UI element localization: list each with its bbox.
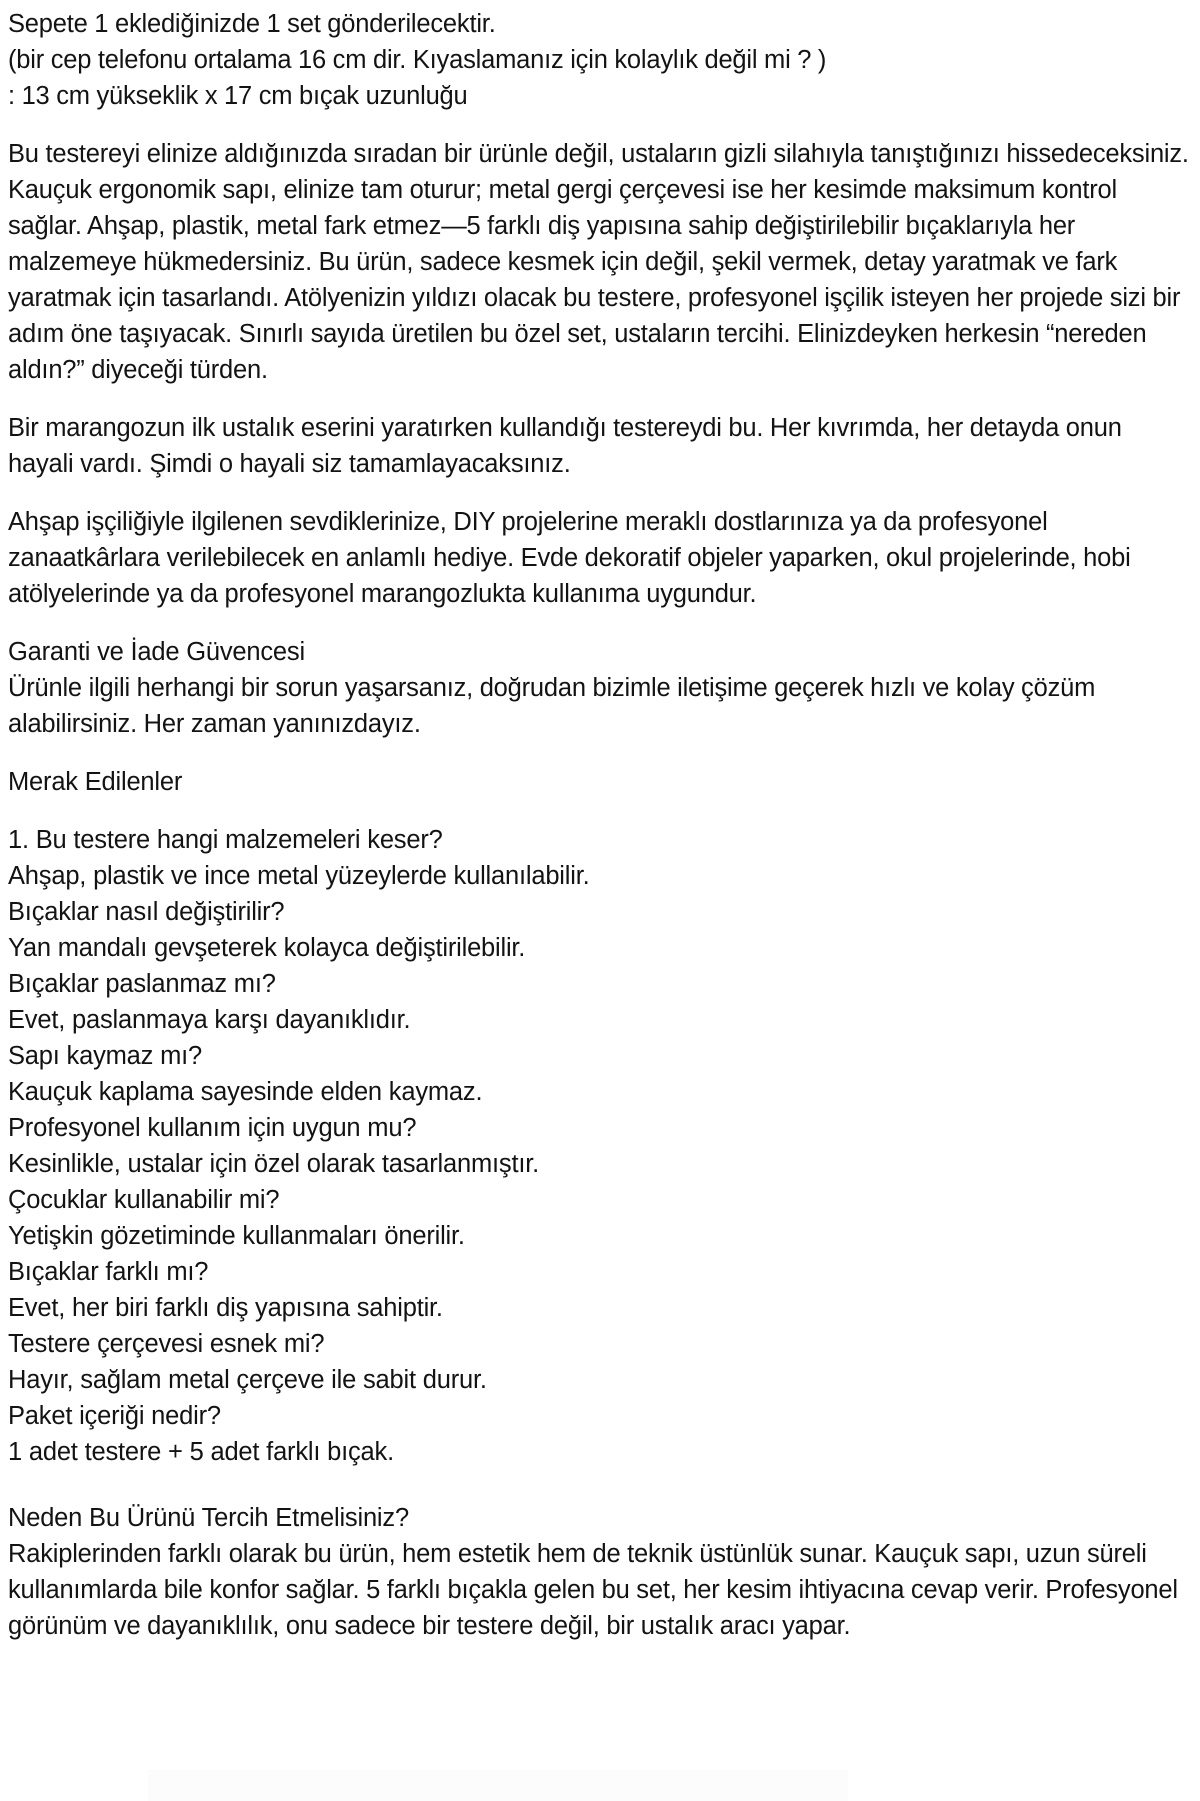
faq-question: 1. Bu testere hangi malzemeleri keser? (8, 826, 443, 854)
faq-answer: Kauçuk kaplama sayesinde elden kaymaz. (8, 1078, 483, 1106)
faq-item (8, 1326, 1190, 1398)
faq-answer: Evet, her biri farklı diş yapısına sahiptir. (8, 1294, 443, 1322)
why-choose-heading: Neden Bu Ürünü Tercih Etmelisiniz? (8, 1504, 409, 1532)
spacer-after-faq-heading (8, 800, 1190, 822)
faq-answer: 1 adet testere + 5 adet farklı bıçak. (8, 1438, 394, 1466)
description-paragraph-2: Bir marangozun ilk ustalık eserini yaratırken kullandığı testereydi bu. Her kıvrımda, her detayda onun hayali vardı. Şimdi o hayali siz tamamlayacaksınız. (8, 414, 1122, 478)
faq-question: Çocuklar kullanabilir mi? (8, 1186, 280, 1214)
spacer-after-faq (8, 1470, 1190, 1500)
intro-line-1: Sepete 1 eklediğinizde 1 set gönderilecektir. (8, 10, 496, 38)
faq-heading: Merak Edilenler (8, 768, 183, 796)
faq-item (8, 1038, 1190, 1110)
warranty-section (8, 634, 1190, 742)
faq-question: Paket içeriği nedir? (8, 1402, 221, 1430)
faq-answer: Yan mandalı gevşeterek kolayca değiştirilebilir. (8, 934, 526, 962)
why-choose-body: Rakiplerinden farklı olarak bu ürün, hem estetik hem de teknik üstünlük sunar. Kauçuk sapı, uzun süreli kullanımlarda bile konfor sağlar. 5 farklı bıçakla gelen bu set, her kesim ihtiyacına cevap verir. Profesyonel görünüm ve dayanıklılık, onu sadece bir testere değil, bir ustalık aracı yapar. (8, 1540, 1178, 1640)
bottom-panel (148, 1770, 848, 1801)
spacer-after-paragraph-2 (8, 482, 1190, 504)
faq-answer: Ahşap, plastik ve ince metal yüzeylerde kullanılabilir. (8, 862, 590, 890)
faq-question: Bıçaklar nasıl değiştirilir? (8, 898, 285, 926)
intro-line-3: : 13 cm yükseklik x 17 cm bıçak uzunluğu (8, 82, 468, 110)
faq-answer: Evet, paslanmaya karşı dayanıklıdır. (8, 1006, 411, 1034)
faq-question: Bıçaklar farklı mı? (8, 1258, 209, 1286)
faq-item (8, 822, 1190, 894)
spacer-after-paragraph-3 (8, 612, 1190, 634)
faq-item (8, 1254, 1190, 1326)
intro-line-2: (bir cep telefonu ortalama 16 cm dir. Kıyaslamanız için kolaylık değil mi ? ) (8, 46, 827, 74)
faq-question: Testere çerçevesi esnek mi? (8, 1330, 325, 1358)
faq-item (8, 1110, 1190, 1182)
intro-block (8, 6, 1190, 114)
why-choose-section (8, 1500, 1190, 1644)
warranty-heading: Garanti ve İade Güvencesi (8, 638, 305, 666)
faq-question: Sapı kaymaz mı? (8, 1042, 202, 1070)
description-paragraph-1: Bu testereyi elinize aldığınızda sıradan bir ürünle değil, ustaların gizli silahıyla tanıştığınızı hissedeceksiniz. Kauçuk ergonomik sapı, elinize tam oturur; metal gergi çerçevesi ise her kesimde maksimum kontrol sağlar. Ahşap, plastik, metal fark etmez—5 farklı diş yapısına sahip değiştirilebilir bıçaklarıyla her malzemeye hükmedersiniz. Bu ürün, sadece kesmek için değil, şekil vermek, detay yaratmak ve fark yaratmak için tasarlandı. Atölyenizin yıldızı olacak bu testere, profesyonel işçilik isteyen her projede sizi bir adım öne taşıyacak. Sınırlı sayıda üretilen bu özel set, ustaların tercihi. Elinizdeyken herkesin “nereden aldın?” diyeceği türden. (8, 140, 1189, 384)
spacer-after-warranty (8, 742, 1190, 764)
spacer-after-paragraph-1 (8, 388, 1190, 410)
warranty-body: Ürünle ilgili herhangi bir sorun yaşarsanız, doğrudan bizimle iletişime geçerek hızlı ve kolay çözüm alabilirsiniz. Her zaman yanınızdayız. (8, 674, 1096, 738)
faq-item (8, 1398, 1190, 1470)
faq-item (8, 966, 1190, 1038)
description-paragraph-3: Ahşap işçiliğiyle ilgilenen sevdiklerinize, DIY projelerine meraklı dostlarınıza ya da profesyonel zanaatkârlara verilebilecek en anlamlı hediye. Evde dekoratif objeler yaparken, okul projelerinde, hobi atölyelerinde ya da profesyonel marangozlukta kullanıma uygundur. (8, 508, 1131, 608)
faq-answer: Hayır, sağlam metal çerçeve ile sabit durur. (8, 1366, 487, 1394)
spacer-after-intro (8, 114, 1190, 136)
faq-question: Bıçaklar paslanmaz mı? (8, 970, 276, 998)
faq-item (8, 1182, 1190, 1254)
faq-item (8, 894, 1190, 966)
faq-question: Profesyonel kullanım için uygun mu? (8, 1114, 417, 1142)
faq-answer: Kesinlikle, ustalar için özel olarak tasarlanmıştır. (8, 1150, 539, 1178)
faq-answer: Yetişkin gözetiminde kullanmaları önerilir. (8, 1222, 465, 1250)
faq-section (8, 764, 1190, 1470)
